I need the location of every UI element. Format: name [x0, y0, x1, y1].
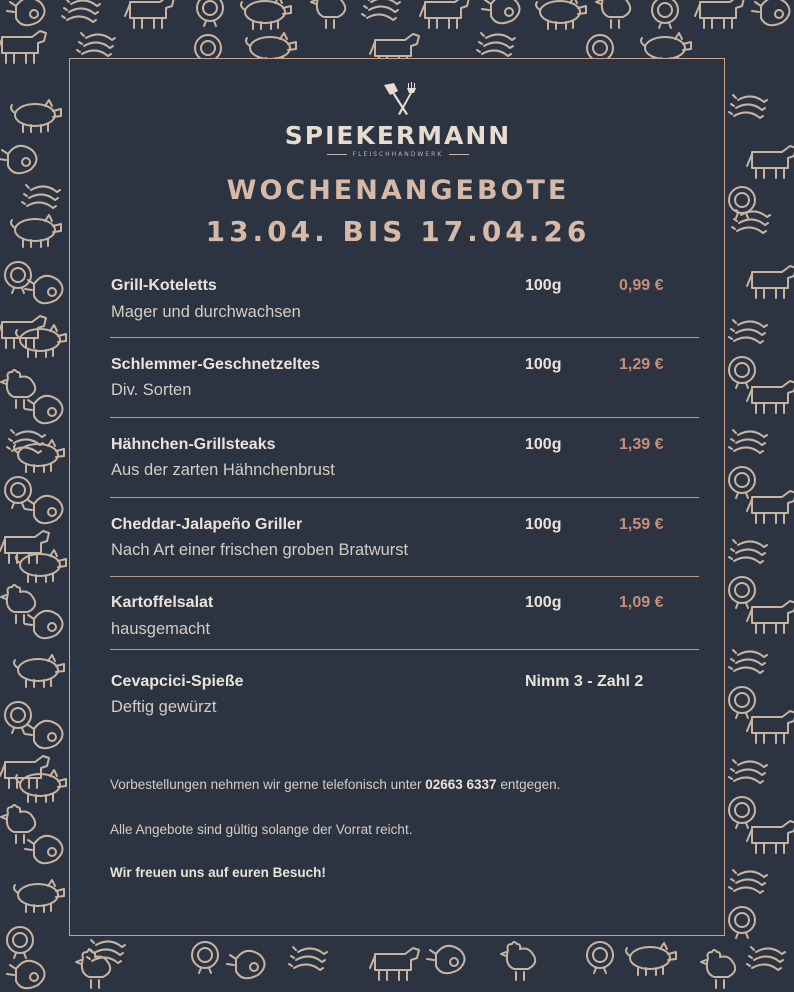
offer-description: Div. Sorten [111, 381, 192, 399]
offers-card [69, 58, 725, 936]
cleaver-fork-icon [378, 79, 418, 119]
tagline-divider-right [449, 154, 469, 155]
offer-unit: 100g [525, 436, 562, 453]
offer-name: Kartoffelsalat [111, 594, 214, 611]
page-title: WOCHENANGEBOTE [226, 175, 570, 206]
offer-unit: 100g [525, 277, 562, 294]
phone-number: 02663 6337 [425, 777, 497, 792]
offer-description: hausgemacht [111, 620, 211, 638]
preorder-note [110, 777, 690, 792]
offer-period: 13.04. BIS 17.04.26 [205, 215, 591, 248]
offer-unit: 100g [525, 516, 562, 533]
offer-unit: 100g [525, 356, 562, 373]
offer-row [110, 338, 699, 418]
offer-price: 1,39 € [619, 436, 664, 453]
offer-name: Hähnchen-Grillsteaks [111, 436, 276, 453]
validity-note: Alle Angebote sind gültig solange der Vorrat reicht. [110, 822, 413, 837]
preorder-text: Vorbestellungen nehmen wir gerne telefonisch unter [110, 777, 422, 792]
offer-description: Aus der zarten Hähnchenbrust [111, 461, 335, 479]
tagline-row [70, 151, 726, 158]
offer-price: 1,29 € [619, 356, 664, 373]
brand-logo [70, 79, 726, 158]
offer-row [110, 498, 699, 577]
offer-price: 1,59 € [619, 516, 664, 533]
closing-note: Wir freuen uns auf euren Besuch! [110, 865, 326, 880]
offer-price: 1,09 € [619, 594, 664, 611]
offer-name: Schlemmer-Geschnetzeltes [111, 356, 320, 373]
tagline-divider-left [327, 154, 347, 155]
offer-row [110, 263, 699, 338]
offer-description: Deftig gewürzt [111, 698, 217, 716]
brand-name: SPIEKERMANN [284, 121, 512, 150]
offer-row [110, 650, 699, 730]
offer-name: Cheddar-Jalapeño Griller [111, 516, 303, 533]
offer-row [110, 577, 699, 650]
offer-description: Mager und durchwachsen [111, 303, 301, 321]
brand-tagline: FLEISCHHANDWERK [352, 151, 444, 158]
offers-list [110, 263, 699, 730]
offer-description: Nach Art einer frischen groben Bratwurst [111, 541, 409, 559]
offer-name: Cevapcici-Spieße [111, 673, 244, 690]
offer-row [110, 418, 699, 498]
offer-unit: 100g [525, 594, 562, 611]
offer-price: 0,99 € [619, 277, 664, 294]
offer-unit: Nimm 3 - Zahl 2 [525, 673, 644, 690]
preorder-text-end: entgegen. [500, 777, 561, 792]
offer-name: Grill-Koteletts [111, 277, 217, 294]
